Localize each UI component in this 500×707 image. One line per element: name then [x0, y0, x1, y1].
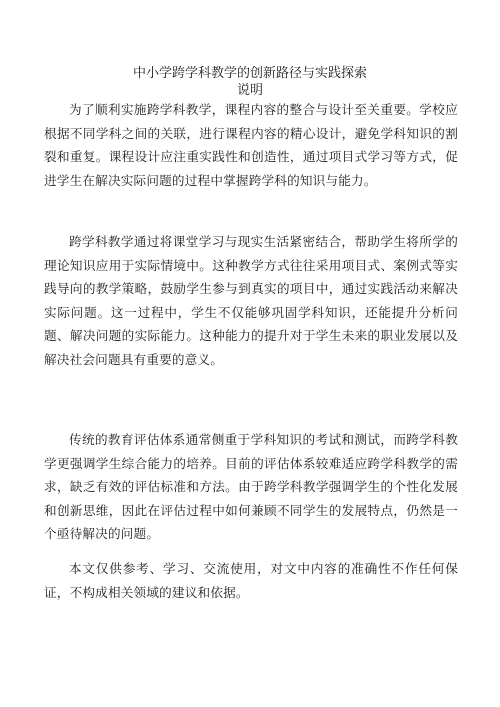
document-subtitle: 说明	[236, 83, 263, 98]
paragraph-4-disclaimer: 本文仅供参考、学习、交流使用，对文中内容的准确性不作任何保证，不构成相关领域的建议和依据。	[44, 561, 458, 600]
paragraph-2: 跨学科教学通过将课堂学习与现实生活紧密结合，帮助学生将所学的理论知识应用于实际情境中。这种教学方式往往采用项目式、案例式等实践导向的教学策略，鼓励学生参与到真实的项目中，通过实践活动来解决实际问题。这一过程中，学生不仅能够巩固学科知识，还能提升分析问题、解决问题的实际能力。这种能力的提升对于学生未来的职业发展以及解决社会问题具有重要的意义。	[44, 234, 458, 367]
paragraph-1: 为了顺利实施跨学科教学，课程内容的整合与设计至关重要。学校应根据不同学科之间的关联，进行课程内容的精心设计，避免学科知识的割裂和重复。课程设计应注重实践性和创造性，通过项目式学习等方式，促进学生在解决实际问题的过程中掌握跨学科的知识与能力。	[44, 102, 458, 188]
paragraph-3: 传统的教育评估体系通常侧重于学科知识的考试和测试，而跨学科教学更强调学生综合能力的培养。目前的评估体系较难适应跨学科教学的需求，缺乏有效的评估标准和方法。由于跨学科教学强调学生的个性化发展和创新思维，因此在评估过程中如何兼顾不同学生的发展特点，仍然是一个亟待解决的问题。	[44, 432, 458, 541]
document-title: 中小学跨学科教学的创新路径与实践探索	[132, 66, 367, 81]
